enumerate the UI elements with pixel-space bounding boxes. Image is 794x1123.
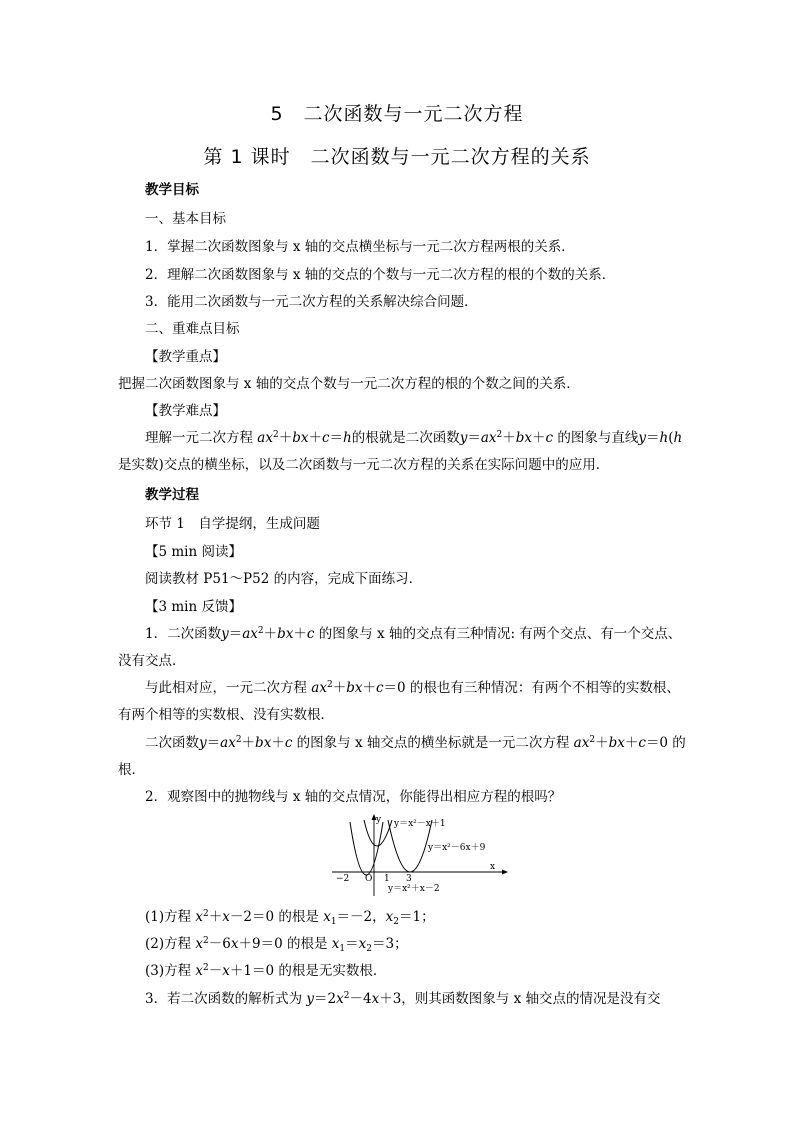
q1-line2: 没有交点． [118,653,186,669]
q1-line1: 1．二次函数$y=ax^2+bx+c$ 的图象与 x 轴的交点有三种情况: 有两个交点、有一个交点、 [145,626,682,642]
label-curve3: y＝x²＋x－2 [388,884,440,894]
tick-3: 3 [406,874,412,884]
read-label: 【5 min 阅读】 [145,544,242,560]
difficulty-text-line1: 理解一元二次方程 $ax^2+bx+c=h$的根就是二次函数$y=ax^2+bx+c$ 的图象与直线y＝h(h [145,430,683,446]
label-x: x [490,862,496,872]
answer-2: (2)方程 $x^2-6x+9=0$ 的根是 $x_1=x_2=3$； [145,936,408,954]
read-text: 阅读教材 P51～P52 的内容，完成下面练习． [145,571,423,587]
answer-1: (1)方程 $x^2+x-2=0$ 的根是 $x_1=-2$，$x_2=1$； [145,909,435,927]
q1-line3: 与此相对应，一元二次方程 $ax^2+bx+c=0$ 的根也有三种情况：有两个不相等的实数根、 [145,680,680,696]
x-axis-arrow-icon [502,870,508,875]
process-heading: 教学过程 [145,487,199,503]
answer-3: (3)方程 $x^2-x+1=0$ 的根是无实数根． [145,963,387,979]
tick-minus-2: −2 [336,874,350,884]
key-goals-heading: 二、重难点目标 [145,321,240,337]
q1-line4: 有两个相等的实数根、没有实数根． [118,707,334,723]
basic-goals-heading: 一、基本目标 [145,211,226,227]
q2-text: 2．观察图中的抛物线与 x 轴的交点情况，你能得出相应方程的根吗？ [145,789,562,805]
label-curve2: y＝x²－6x＋9 [428,843,486,853]
basic-goal-2: 2．理解二次函数图象与 x 轴的交点的个数与一元二次方程的根的个数的关系． [145,267,616,283]
label-y: y [376,815,382,825]
q1-line5: 二次函数$y=ax^2+bx+c$ 的图象与 x 轴交点的横坐标就是一元二次方程 $ax^2+bx+c=0$ 的 [145,735,686,751]
label-curve1: y＝x²－x＋1 [394,819,446,829]
q3-text: 3．若二次函数的解析式为 $y=2x^2-4x+3$，则其函数图象与 x 轴交点的情况是没有交 [145,991,661,1007]
step-1: 环节 1 自学提纲，生成问题 [145,516,320,532]
difficulty-label: 【教学难点】 [145,403,226,419]
basic-goal-1: 1．掌握二次函数图象与 x 轴的交点横坐标与一元二次方程两根的关系． [145,239,575,255]
feedback-label: 【3 min 反馈】 [145,599,242,615]
focus-label: 【教学重点】 [145,349,226,365]
q1-line6: 根． [118,762,145,778]
focus-text: 把握二次函数图象与 x 轴的交点个数与一元二次方程的根的个数之间的关系． [118,376,580,392]
parabola-graph [330,812,510,898]
page-title: 5 二次函数与一元二次方程 [270,103,524,125]
label-origin: O [365,874,373,884]
parabola-figure [330,812,510,898]
lesson-title: 第 1 课时 二次函数与一元二次方程的关系 [203,146,591,168]
objectives-heading: 教学目标 [145,182,199,198]
basic-goal-3: 3．能用二次函数与一元二次方程的关系解决综合问题． [145,294,478,310]
difficulty-text-line2: 是实数)交点的横坐标，以及二次函数与一元二次方程的关系在实际问题中的应用． [118,457,610,473]
tick-1: 1 [384,874,390,884]
